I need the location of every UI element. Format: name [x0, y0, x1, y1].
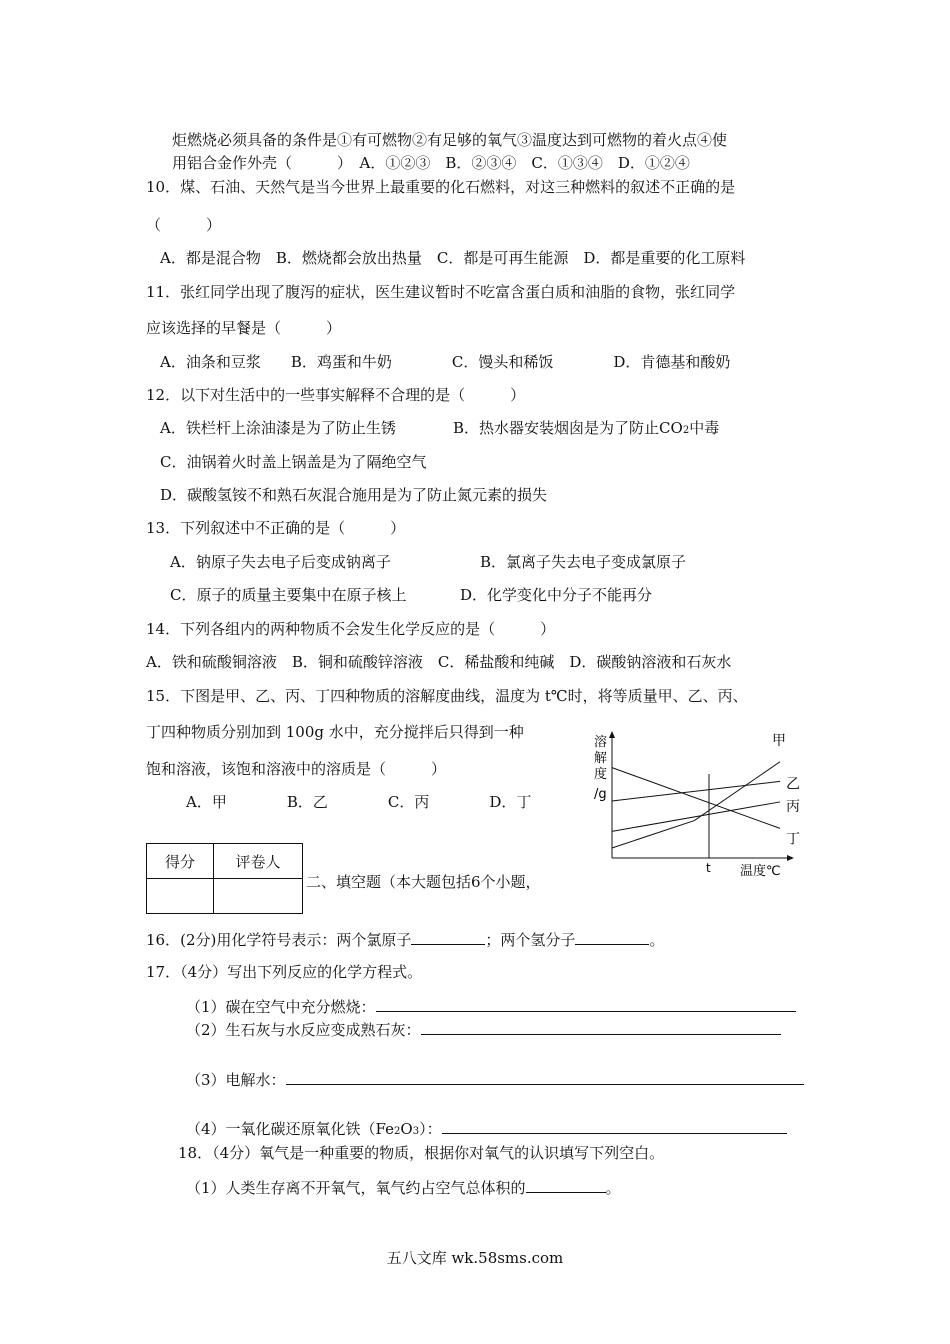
q11-stem: 11．张红同学出现了腹泻的症状，医生建议暂时不吃富含蛋白质和油脂的食物，张红同学 — [146, 283, 736, 301]
score-header: 得分 — [147, 844, 214, 879]
x-tick-t: t — [706, 861, 711, 875]
q15-stem-b: 丁四种物质分别加到 100g 水中，充分搅拌后只得到一种 — [146, 723, 524, 741]
q11-stem-b: 应该选择的早餐是（ ） — [146, 319, 342, 337]
x-axis-label: 温度℃ — [740, 864, 781, 879]
series-label-2: 乙 — [786, 776, 800, 793]
series-label-1: 甲 — [772, 732, 786, 749]
series-label-3: 丙 — [786, 798, 800, 815]
series-line-3 — [612, 802, 780, 831]
y-axis-label-2: 解 — [594, 751, 608, 766]
q17-3: （3）电解水： — [186, 1069, 804, 1090]
footer-watermark: 五八文库 wk.58sms.com — [386, 1249, 564, 1267]
q13-stem: 13．下列叙述中不正确的是（ ） — [146, 519, 406, 537]
q16: 16．(2分)用化学符号表示：两个氯原子 ；两个氢分子 。 — [146, 931, 665, 949]
q13-option-a: A．钠原子失去电子后变成钠离子 — [170, 553, 391, 571]
series-label-4: 丁 — [786, 831, 800, 848]
q17-1: （1）碳在空气中充分燃烧： — [186, 996, 796, 1017]
y-axis-label-3: 度 — [594, 767, 608, 782]
q17-2-blank[interactable] — [421, 1019, 781, 1035]
q16-blank-1[interactable] — [411, 929, 485, 945]
q13-option-d: D．化学变化中分子不能再分 — [460, 586, 653, 604]
q10-paren: （ ） — [146, 216, 222, 234]
q18-1: （1）人类生存离不开氧气，氧气约占空气总体积的 。 — [186, 1179, 621, 1197]
q15-options: A．甲 B．乙 C．丙 D．丁 — [186, 793, 532, 811]
q14-options: A．铁和硫酸铜溶液 B．铜和硫酸锌溶液 C．稀盐酸和纯碱 D．碳酸钠溶液和石灰水 — [146, 653, 732, 671]
q15-stem: 15．下图是甲、乙、丙、丁四种物质的溶解度曲线，温度为 t℃时，将等质量甲、乙、丙、 — [146, 687, 748, 705]
q17-4-blank[interactable] — [442, 1118, 787, 1134]
q17-3-blank[interactable] — [286, 1069, 804, 1085]
score-cell[interactable] — [147, 879, 214, 914]
q12-stem: 12．以下对生活中的一些事实解释不合理的是（ ） — [146, 386, 526, 404]
q10-options: A．都是混合物 B．燃烧都会放出热量 C．都是可再生能源 D．都是重要的化工原料 — [160, 249, 746, 267]
y-axis-label-4: /g — [594, 787, 607, 802]
q13-option-c: C．原子的质量主要集中在原子核上 — [170, 586, 407, 604]
q11-options: A．油条和豆浆 B．鸡蛋和牛奶 C．馒头和稀饭 D．肯德基和酸奶 — [160, 353, 731, 371]
x-axis-arrow — [787, 855, 794, 861]
series-line-1 — [612, 762, 780, 848]
q9-line-b: 用铝合金作外壳（ ） A．①②③ B．②③④ C．①③④ D．①②④ — [172, 154, 690, 172]
chart-axes — [609, 731, 794, 861]
q17-stem: 17．（4分）写出下列反应的化学方程式。 — [146, 963, 423, 981]
q14-stem: 14．下列各组内的两种物质不会发生化学反应的是（ ） — [146, 620, 556, 638]
solubility-chart — [582, 730, 812, 885]
score-table — [146, 843, 303, 914]
q17-1-blank[interactable] — [376, 996, 796, 1012]
y-axis-arrow — [609, 731, 615, 738]
q18-stem: 18．（4分）氧气是一种重要的物质，根据你对氧气的认识填写下列空白。 — [178, 1144, 665, 1162]
q13-option-b: B．氯离子失去电子变成氯原子 — [480, 553, 687, 571]
q12-option-a: A．铁栏杆上涂油漆是为了防止生锈 — [160, 419, 396, 437]
q12-option-b: B．热水器安装烟囱是为了防止CO2中毒 — [453, 419, 720, 437]
q10-stem: 10．煤、石油、天然气是当今世界上最重要的化石燃料，对这三种燃料的叙述不正确的是 — [146, 178, 736, 196]
q17-2: （2）生石灰与水反应变成熟石灰： — [186, 1019, 781, 1040]
grader-header: 评卷人 — [214, 844, 303, 879]
q15-stem-c: 饱和溶液，该饱和溶液中的溶质是（ ） — [146, 760, 447, 778]
q9-line-a: 炬燃烧必须具备的条件是①有可燃物②有足够的氧气③温度达到可燃物的着火点④使 — [172, 131, 728, 149]
section-2-title: 二、填空题（本大题包括6个小题， — [306, 873, 541, 891]
q18-1-blank[interactable] — [526, 1177, 606, 1193]
grader-cell[interactable] — [214, 879, 303, 914]
q12-option-d: D．碳酸氢铵不和熟石灰混合施用是为了防止氮元素的损失 — [160, 486, 548, 504]
q16-blank-2[interactable] — [575, 929, 649, 945]
q12-option-c: C．油锅着火时盖上锅盖是为了隔绝空气 — [160, 453, 427, 471]
y-axis-label-1: 溶 — [594, 735, 608, 750]
q17-4: （4）一氧化碳还原氧化铁（Fe2O3）： — [186, 1118, 787, 1142]
